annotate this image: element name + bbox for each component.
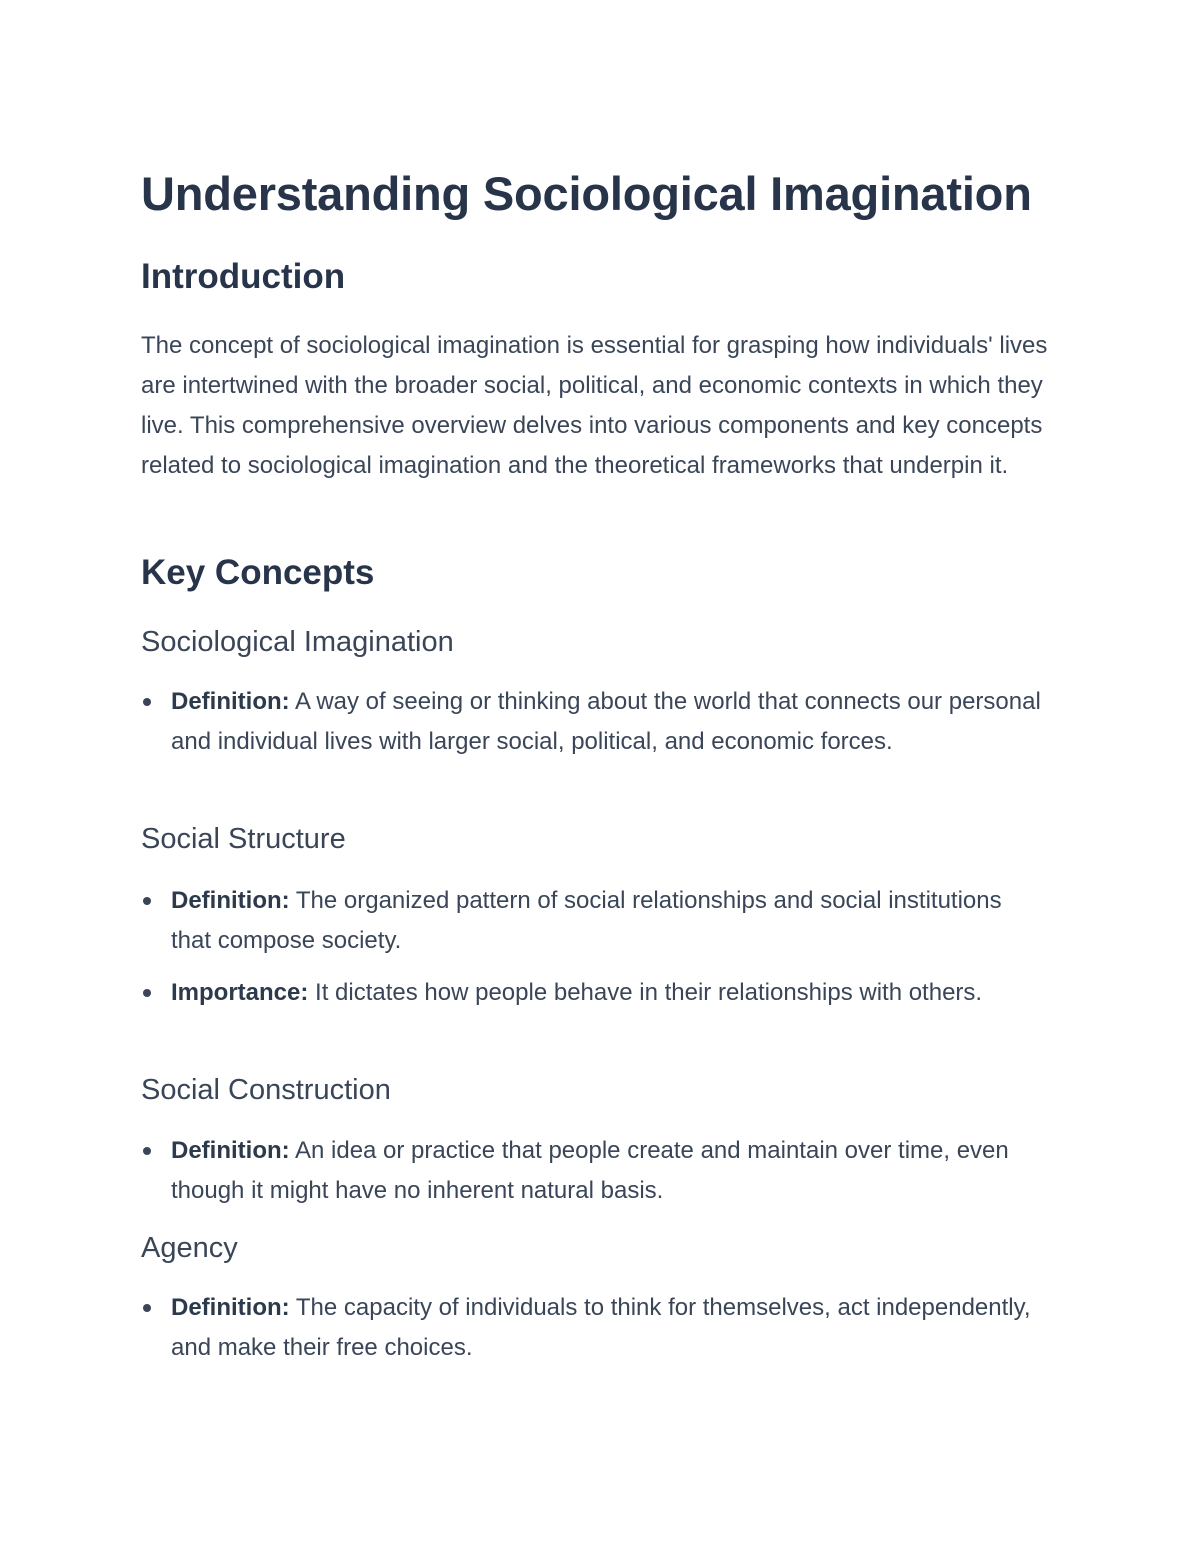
item-text: It dictates how people behave in their relationships with others. bbox=[308, 979, 983, 1006]
agency-list bbox=[141, 1288, 1041, 1380]
section-heading-agency: Agency bbox=[141, 1232, 238, 1264]
item-text: The organized pattern of social relationships and social institutions that compose society. bbox=[171, 887, 1002, 954]
item-text: A way of seeing or thinking about the world that connects our personal and individual lives with larger social, political, and economic forces. bbox=[171, 688, 1041, 755]
social-structure-list bbox=[141, 881, 1041, 1025]
list-item bbox=[141, 881, 1041, 961]
list-item bbox=[141, 1131, 1041, 1211]
section-heading-social-construction: Social Construction bbox=[141, 1074, 391, 1106]
list-item bbox=[141, 973, 1041, 1013]
section-heading-sociological-imagination: Sociological Imagination bbox=[141, 626, 454, 658]
item-text: The capacity of individuals to think for themselves, act independently, and make their free choices. bbox=[171, 1294, 1031, 1361]
list-item bbox=[141, 682, 1041, 762]
item-label: Definition: bbox=[171, 688, 290, 715]
bullet-icon bbox=[143, 1304, 151, 1312]
item-text: An idea or practice that people create and maintain over time, even though it might have no inherent natural basis. bbox=[171, 1137, 1009, 1204]
bullet-icon bbox=[143, 1147, 151, 1155]
bullet-icon bbox=[143, 698, 151, 706]
section-heading-social-structure: Social Structure bbox=[141, 823, 346, 855]
document-title: Understanding Sociological Imagination bbox=[141, 167, 1032, 220]
sociological-imagination-list bbox=[141, 682, 1041, 774]
social-construction-list bbox=[141, 1131, 1041, 1223]
introduction-heading: Introduction bbox=[141, 257, 346, 296]
item-label: Definition: bbox=[171, 1294, 290, 1321]
list-item bbox=[141, 1288, 1041, 1368]
introduction-paragraph: The concept of sociological imagination is essential for grasping how individuals' lives are intertwined with the broader social, political, and economic contexts in which they live. This comprehensive overview delves into various components and key concepts related to sociological imagination and the theoretical frameworks that underpin it. bbox=[141, 332, 1048, 479]
bullet-icon bbox=[143, 897, 151, 905]
key-concepts-heading: Key Concepts bbox=[141, 553, 375, 592]
item-label: Definition: bbox=[171, 887, 290, 914]
item-label: Importance: bbox=[171, 979, 309, 1006]
item-label: Definition: bbox=[171, 1137, 290, 1164]
bullet-icon bbox=[143, 989, 151, 997]
